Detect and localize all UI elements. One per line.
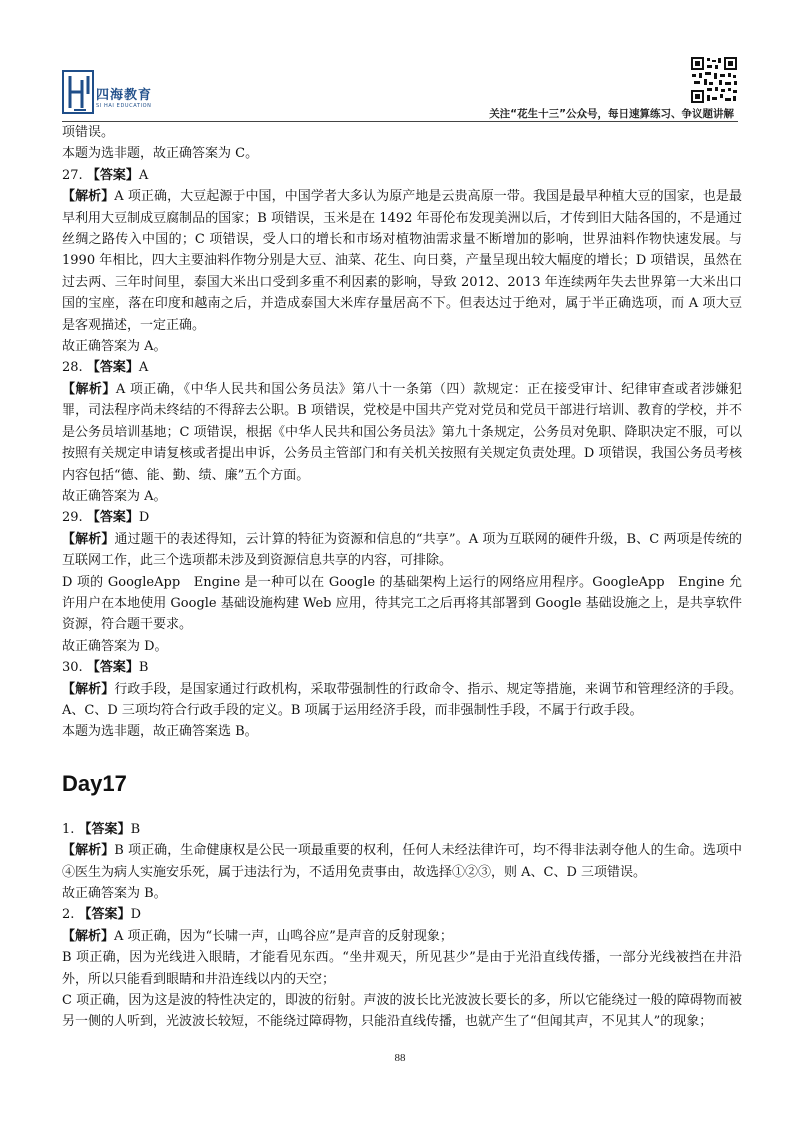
paragraph: B 项正确，因为光线进入眼睛，才能看见东西。“坐井观天，所见甚少”是由于光沿直线传播，一部分光线被挡在井沿外，所以只能看到眼睛和井沿连线以内的天空； xyxy=(62,950,742,987)
question-number: 2. xyxy=(62,907,75,923)
explanation-paragraph xyxy=(62,529,742,572)
page-number: 88 xyxy=(394,1052,406,1064)
paragraph: 故正确答案为 D。 xyxy=(62,638,168,654)
paragraph: 本题为选非题，故正确答案为 C。 xyxy=(62,146,259,162)
explanation-label: 【解析】 xyxy=(62,843,115,859)
explanation-text: B 项正确，生命健康权是公民一项最重要的权利，任何人未经法律许可，均不得非法剥夺他人的生命。选项中④医生为病人实施安乐死，属于违法行为，不适用免责事由，故选择①②③，则 A、C、D 三项错误。 xyxy=(62,843,742,880)
question-number: 29. xyxy=(62,510,83,526)
paragraph: 故正确答案为 B。 xyxy=(62,886,167,901)
answer-label: 【答案】 xyxy=(78,821,131,837)
answer-label: 【答案】 xyxy=(78,907,131,923)
paragraph: 本题为选非题，故正确答案选 B。 xyxy=(62,724,258,740)
explanation-paragraph xyxy=(62,186,742,336)
answer-label: 【答案】 xyxy=(86,660,139,676)
answer-value: D xyxy=(138,510,150,526)
answer-value: A xyxy=(138,360,149,376)
answer-value: B xyxy=(138,660,149,676)
logo-english-name: SI HAI EDUCATION xyxy=(96,103,152,109)
logo-mark-icon xyxy=(62,70,94,114)
explanation-paragraph xyxy=(62,679,742,722)
explanation-paragraph xyxy=(62,840,742,883)
paragraph: 故正确答案为 A。 xyxy=(62,488,167,504)
brand-logo xyxy=(62,70,174,116)
question-number: 27. xyxy=(62,167,83,183)
explanation-label: 【解析】 xyxy=(62,189,115,205)
answer-line xyxy=(62,357,742,378)
explanation-text: A 项正确，《中华人民共和国公务员法》第八十一条第（四）款规定：正在接受审计、纪律审查或者涉嫌犯罪，司法程序尚未终结的不得辞去公职。B 项错误，党校是中国共产党对党员和党员干部进行培训、教育的学校，并不是公务员培训基地；C 项错误，根据《中华人民共和国公务员法》第九十条规定，公务员对免职、降职决定不服，可以按照有关规定申请复核或者提出申诉，公务员主管部门和有关机关按照有关规定负责处理。D 项错误，我国公务员考核内容包括“德、能、勤、绩、廉”五个方面。 xyxy=(62,381,742,483)
explanation-label: 【解析】 xyxy=(62,681,115,697)
header-tagline: 关注“花生十三”公众号，每日速算练习、争议题讲解 xyxy=(489,108,734,120)
answer-line xyxy=(62,657,742,678)
answer-line xyxy=(62,165,742,186)
answer-line xyxy=(62,904,742,925)
question-number: 1. xyxy=(62,821,75,837)
answer-label: 【答案】 xyxy=(86,167,139,183)
paragraph: 项错误。 xyxy=(62,125,115,140)
answer-label: 【答案】 xyxy=(86,360,139,376)
answer-label: 【答案】 xyxy=(86,510,139,526)
page-header xyxy=(0,0,800,120)
explanation-label: 【解析】 xyxy=(62,928,115,944)
section-heading: Day17 xyxy=(62,770,127,796)
explanation-paragraph xyxy=(62,926,742,947)
qr-code-icon xyxy=(690,56,738,104)
document-body xyxy=(62,122,742,1033)
answer-line xyxy=(62,507,742,528)
explanation-label: 【解析】 xyxy=(62,381,116,397)
explanation-text: 行政手段，是国家通过行政机构，采取带强制性的行政命令、指示、规定等措施，来调节和管理经济的手段。A、C、D 三项均符合行政手段的定义。B 项属于运用经济手段，而非强制性手段，不属于行政手段。 xyxy=(62,681,742,718)
question-number: 30. xyxy=(62,660,83,676)
logo-chinese-name: 四海教育 xyxy=(96,88,153,103)
answer-value: B xyxy=(130,821,141,837)
explanation-text: 通过题干的表述得知，云计算的特征为资源和信息的“共享”。A 项为互联网的硬件升级，B、C 两项是传统的互联网工作，此三个选项都未涉及到资源信息共享的内容，可排除。 xyxy=(62,531,742,569)
paragraph: D 项的 GoogleApp Engine 是一种可以在 Google 的基础架构上运行的网络应用程序。GoogleApp Engine 允许用户在本地使用 Google 基础设施构建 Web 应用，待其完工之后再将其部署到 Google 基础设施之上，是共享软件资源，符合题干要求。 xyxy=(62,574,742,633)
explanation-label: 【解析】 xyxy=(62,531,115,547)
answer-value: D xyxy=(130,907,141,923)
question-number: 28. xyxy=(62,360,83,376)
explanation-paragraph xyxy=(62,379,742,486)
explanation-text: A 项正确，大豆起源于中国，中国学者大多认为原产地是云贵高原一带。我国是最早种植大豆的国家，也是最早利用大豆制成豆腐制品的国家；B 项错误，玉米是在 1492 年哥伦布发现美洲以后，才传到旧大陆各国的，不是通过丝绸之路传入中国的；C 项错误，受人口的增长和市场对植物油需求量不断增加的影响，世界油料作物快速发展。与 1990 年相比，四大主要油料作物分别是大豆、油菜、花生、向日葵，产量呈现出较大幅度的增长；D 项错误，虽然在过去两、三年时间里，泰国大米出口受到多重不利因素的影响，导致 2012、2013 年连续两年失去世界第一大米出口国的宝座，落在印度和越南之后，并造成泰国大米库存量居高不下。但表达过于绝对，属于半正确选项，而 A 项大豆是客观描述，一定正确。 xyxy=(62,189,742,333)
paragraph: C 项正确，因为这是波的特性决定的，即波的衍射。声波的波长比光波波长要长的多，所以它能绕过一般的障碍物而被另一侧的人听到，光波波长较短，不能绕过障碍物，只能沿直线传播，也就产生了“但闻其声，不见其人”的现象； xyxy=(62,993,742,1030)
answer-line xyxy=(62,819,742,840)
paragraph: 故正确答案为 A。 xyxy=(62,339,167,355)
answer-value: A xyxy=(138,167,149,183)
explanation-text: A 项正确，因为“长啸一声，山鸣谷应”是声音的反射现象； xyxy=(114,928,453,944)
